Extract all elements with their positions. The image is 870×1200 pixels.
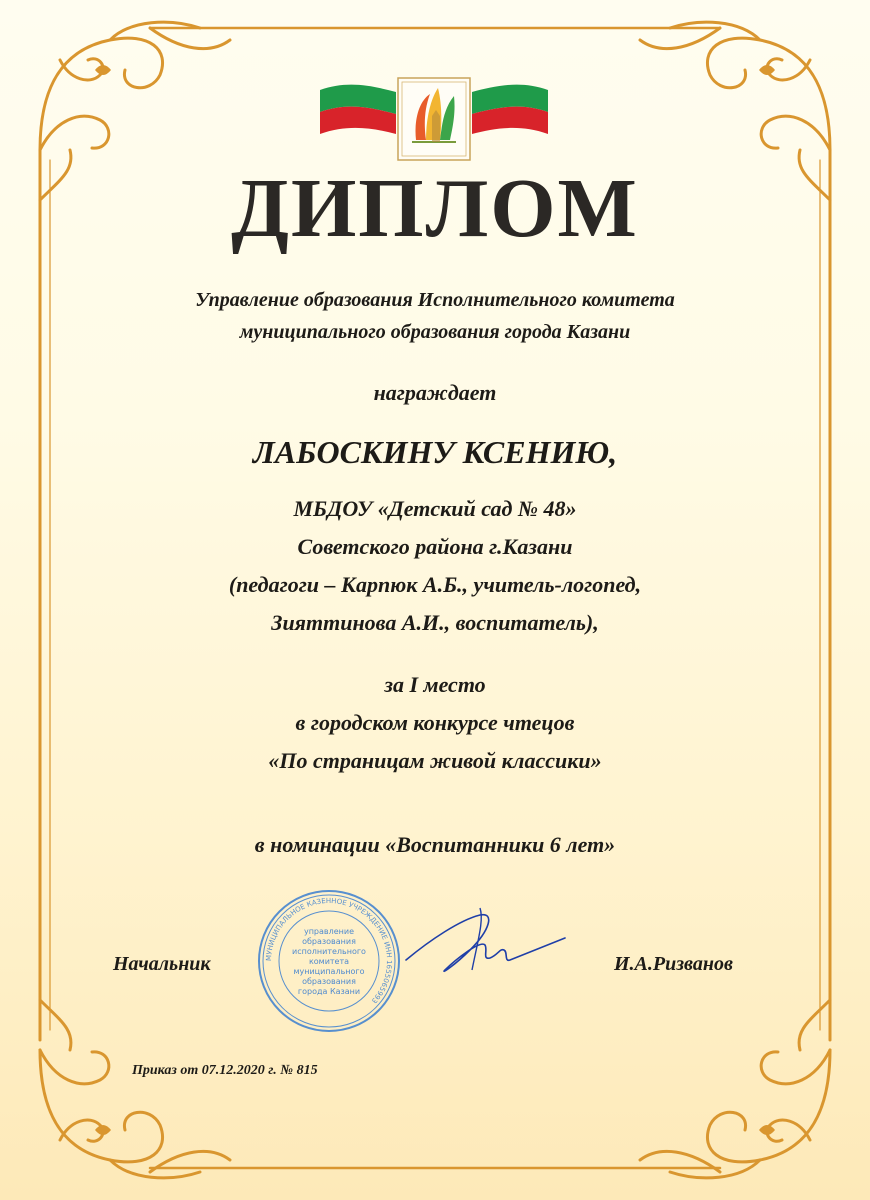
stamp-line: образования <box>302 977 356 986</box>
nomination-line: в номинации «Воспитанники 6 лет» <box>254 832 616 857</box>
detail-line-3: (педагоги – Карпюк А.Б., учитель-логопед, <box>228 572 642 597</box>
stamp-line: образования <box>302 937 356 946</box>
stamp-line: управление <box>303 927 355 936</box>
stamp-ring-text: МУНИЦИПАЛЬНОЕ КАЗЕННОЕ УЧРЕЖДЕНИЕ ИНН 1655065993 <box>264 896 394 1005</box>
detail-line-1: МБДОУ «Детский сад № 48» <box>293 496 577 521</box>
achievement-line-2: в городском конкурсе чтецов <box>295 710 575 735</box>
diploma-title: ДИПЛОМ <box>231 162 639 255</box>
emblem-flags <box>318 72 550 164</box>
stamp-line: исполнительного <box>292 947 366 956</box>
award-verb: награждает <box>373 380 497 405</box>
stamp-line: комитета <box>308 957 350 966</box>
detail-line-2: Советского района г.Казани <box>297 534 573 559</box>
official-stamp <box>256 888 402 1034</box>
signatory-title: Начальник <box>113 953 211 975</box>
signatory-name: И.А.Ризванов <box>614 953 733 975</box>
issuer-line-2: муниципального образования города Казани <box>239 321 631 343</box>
detail-line-4: Зияттинова А.И., воспитатель), <box>271 610 599 635</box>
achievement-line-3: «По страницам живой классики» <box>268 748 602 773</box>
stamp-line: города Казани <box>297 987 361 996</box>
stamp-line: муниципального <box>293 967 365 976</box>
recipient-name: ЛАБОСКИНУ КСЕНИЮ, <box>252 434 618 470</box>
signature <box>400 900 570 990</box>
order-reference: Приказ от 07.12.2020 г. № 815 <box>132 1063 318 1078</box>
issuer-line-1: Управление образования Исполнительного комитета <box>195 289 675 311</box>
achievement-line-1: за I место <box>384 672 486 697</box>
